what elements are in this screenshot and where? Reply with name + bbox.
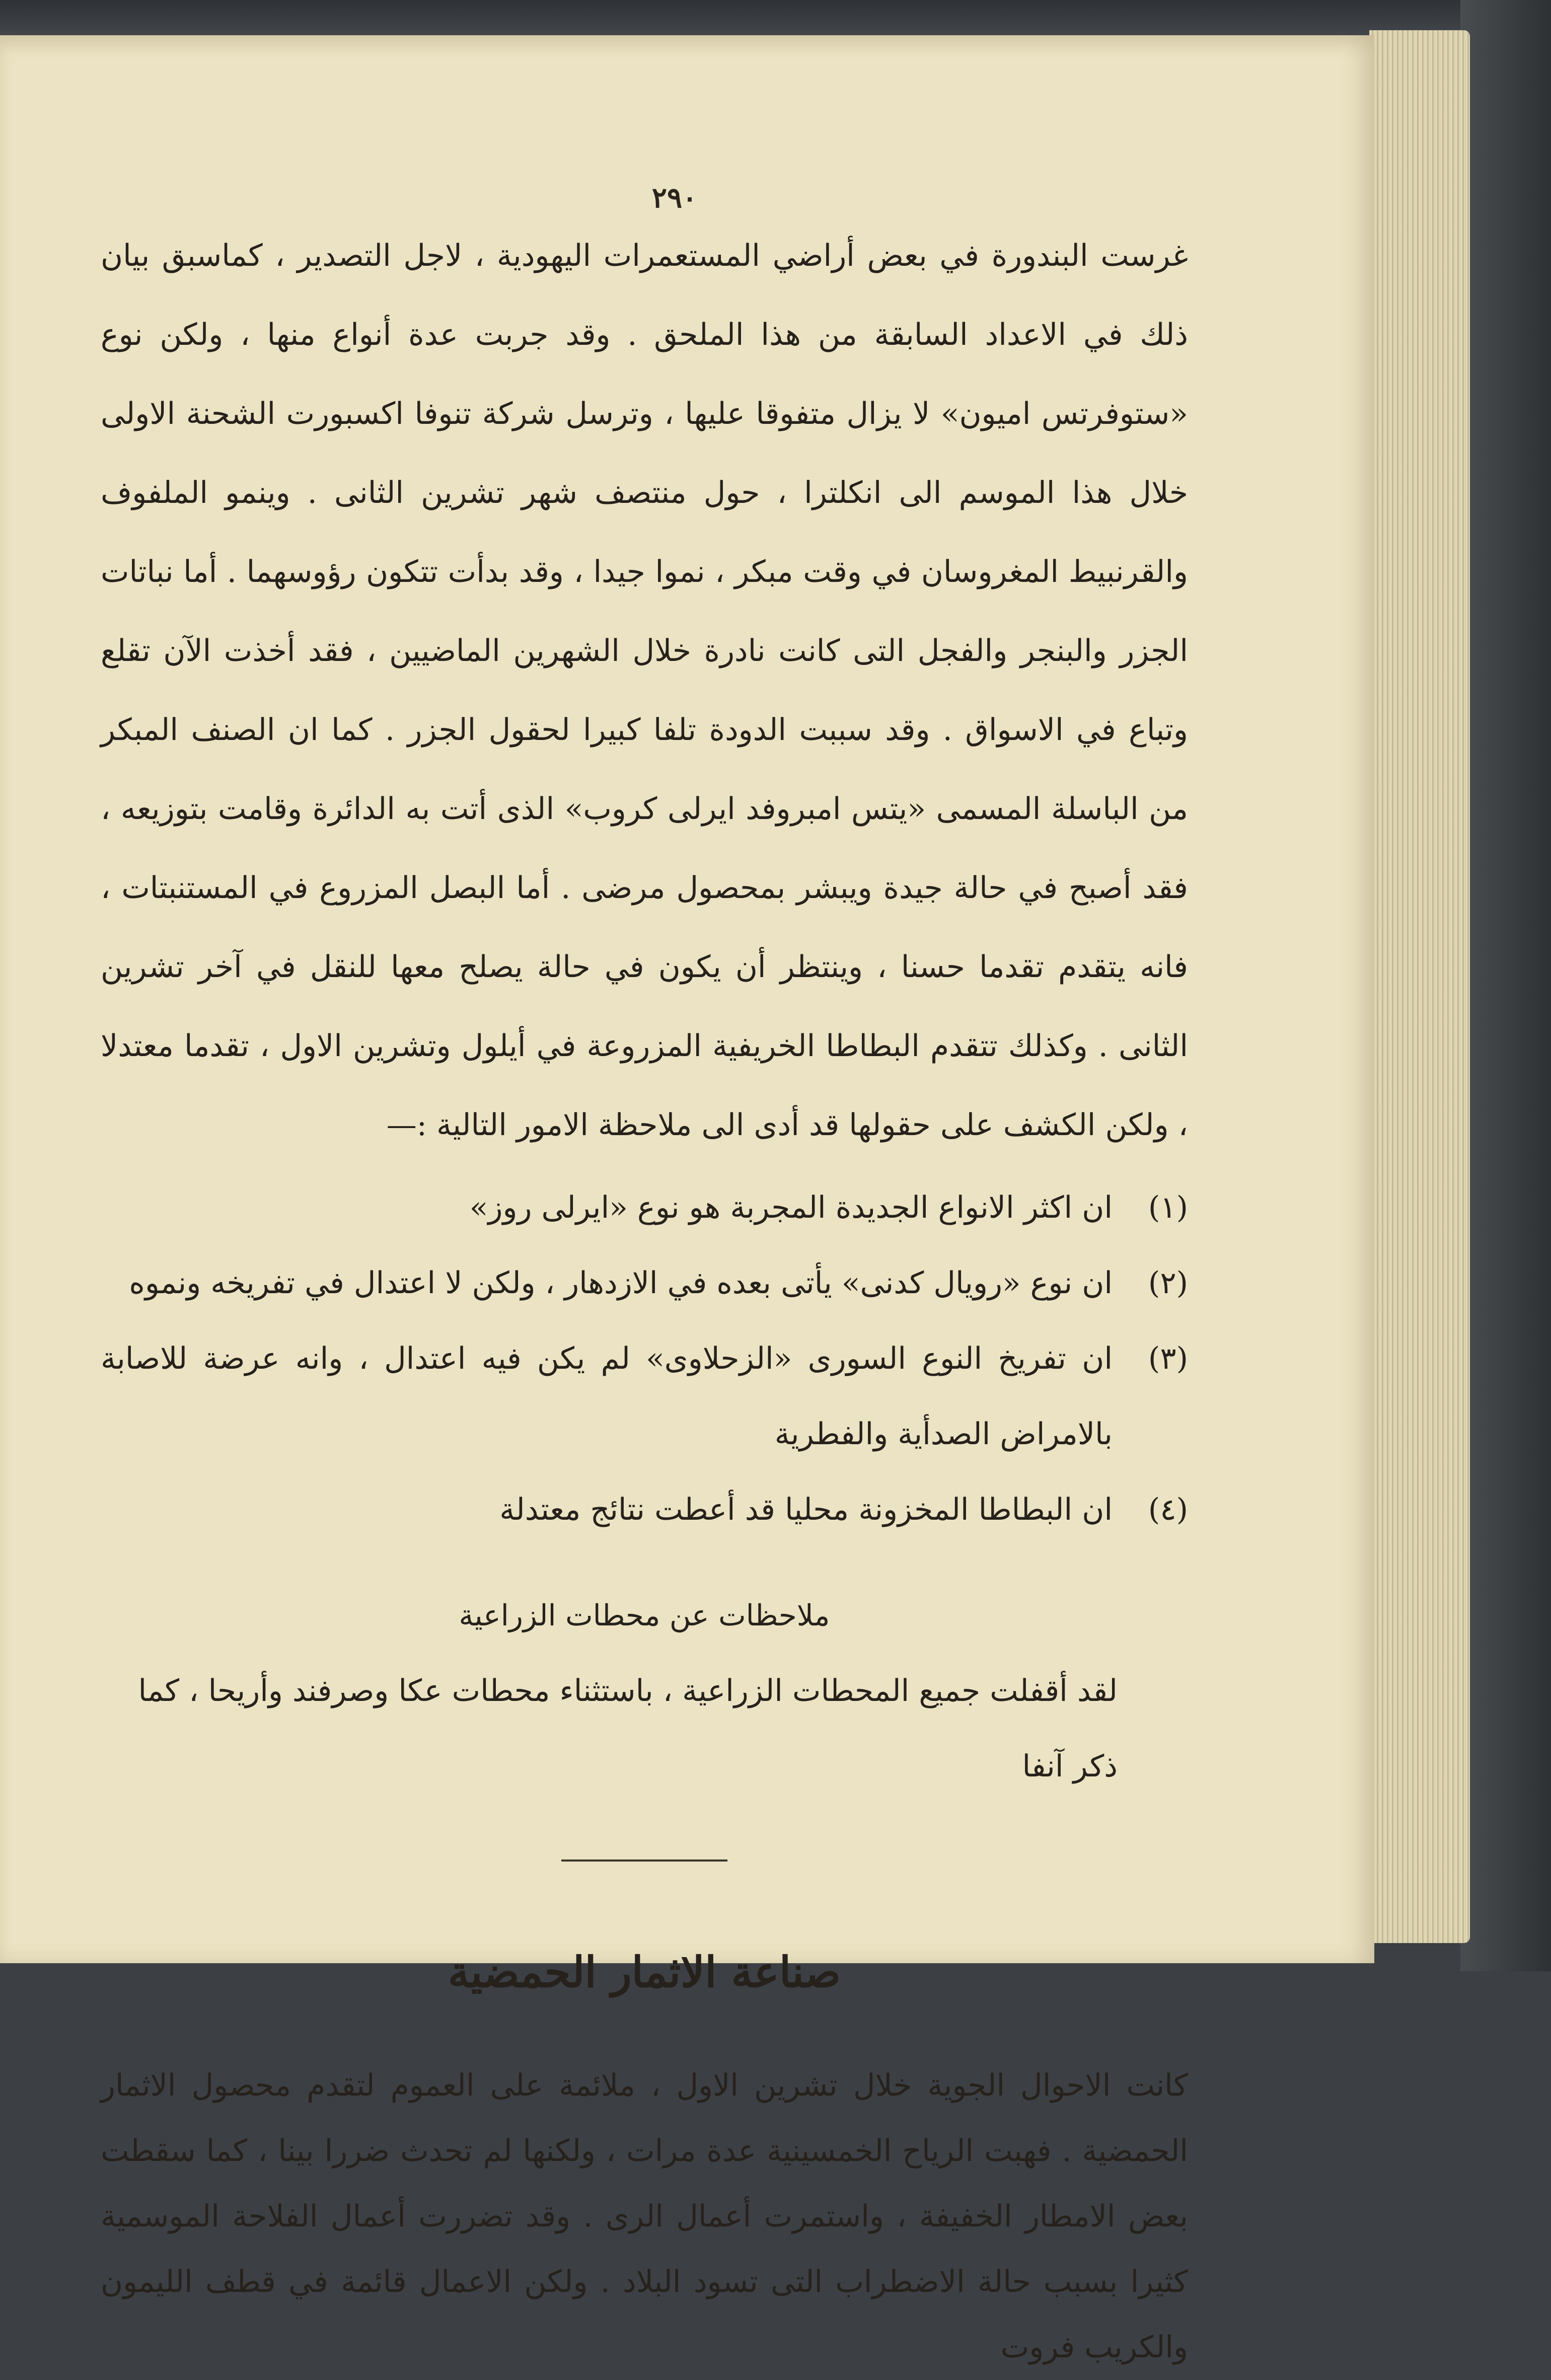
list-item xyxy=(101,1321,1188,1472)
list-item xyxy=(101,1245,1188,1321)
list-number: (٣) xyxy=(1148,1341,1188,1376)
list-number: (٢) xyxy=(1148,1266,1188,1301)
list-text: ان اكثر الانواع الجديدة المجربة هو نوع «ايرلى روز» xyxy=(469,1190,1113,1225)
page-number: ٢٩٠ xyxy=(651,181,698,214)
body-paragraph: غرست البندورة في بعض أراضي المستعمرات اليهودية ، لاجل التصدير ، كماسبق بيان ذلك في الاعداد السابقة من هذا الملحق . وقد جربت عدة أنواع منها ، ولكن نوع «ستوفرتس اميون» لا يزال متفوقا عليها ، وترسل شركة تنوفا اكسبورت الشحنة الاولى خلال هذا الموسم الى انكلترا ، حول منتصف شهر تشرين الثانى . وينمو الملفوف والقرنبيط المغروسان في وقت مبكر ، نموا جيدا ، وقد بدأت تتكون رؤوسهما . أما نباتات الجزر والبنجر والفجل التى كانت نادرة خلال الشهرين الماضيين ، فقد أخذت الآن تقلع وتباع في الاسواق . وقد سببت الدودة تلفا كبيرا لحقول الجزر . كما ان الصنف المبكر من الباسلة المسمى «يتس امبروفد ايرلى كروب» الذى أتت به الدائرة وقامت بتوزيعه ، فقد أصبح في حالة جيدة ويبشر بمحصول مرضى . أما البصل المزروع في المستنبتات ، فانه يتقدم تقدما حسنا ، وينتظر أن يكون في حالة يصلح معها للنقل في آخر تشرين الثانى . وكذلك تتقدم البطاطا الخريفية المزروعة في أيلول وتشرين الاول ، تقدما معتدلا ، ولكن الكشف على حقولها قد أدى الى ملاحظة الامور التالية :— xyxy=(101,238,1189,1143)
book-cover-right xyxy=(1460,0,1551,1971)
list-text: ان نوع «رويال كدنى» يأتى بعده في الازدهار ، ولكن لا اعتدال في تفريخه ونموه xyxy=(129,1266,1113,1301)
page-edges xyxy=(1369,30,1470,1943)
book-cover-top xyxy=(0,0,1551,40)
stations-note: لقد أقفلت جميع المحطات الزراعية ، باستثناء محطات عكا وصرفند وأريحا ، كما ذكر آنفا xyxy=(138,1673,1118,1784)
book-page xyxy=(0,35,1374,2365)
section-divider xyxy=(561,1860,727,1862)
stations-heading: ملاحظات عن محطات الزراعية xyxy=(459,1598,830,1632)
list-item xyxy=(101,1472,1188,1547)
list-number: (٤) xyxy=(1148,1492,1188,1527)
observations-list xyxy=(101,1170,1188,1547)
section-paragraph: كانت الاحوال الجوية خلال تشرين الاول ، ملائمة على العموم لتقدم محصول الاثمار الحمضية . فهبت الرياح الخمسينية عدة مرات ، ولكنها لم تحدث ضررا بينا ، كما سقطت بعض الامطار الخفيفة ، واستمرت أعمال الرى . وقد تضررت أعمال الفلاحة الموسمية كثيرا بسبب حالة الاضطراب التى تسود البلاد . ولكن الاعمال قائمة في قطف الليمون والكريب فروت xyxy=(101,2068,1188,2365)
list-item xyxy=(101,1170,1188,1245)
list-text: ان تفريخ النوع السورى «الزحلاوى» لم يكن فيه اعتدال ، وانه عرضة للاصابة بالامراض الصدأية والفطرية xyxy=(101,1341,1113,1452)
page-content xyxy=(101,216,1188,2380)
list-text: ان البطاطا المخزونة محليا قد أعطت نتائج معتدلة xyxy=(499,1492,1113,1527)
section-title: صناعة الاثمار الحمضية xyxy=(448,1947,841,1997)
list-number: (١) xyxy=(1148,1190,1188,1225)
